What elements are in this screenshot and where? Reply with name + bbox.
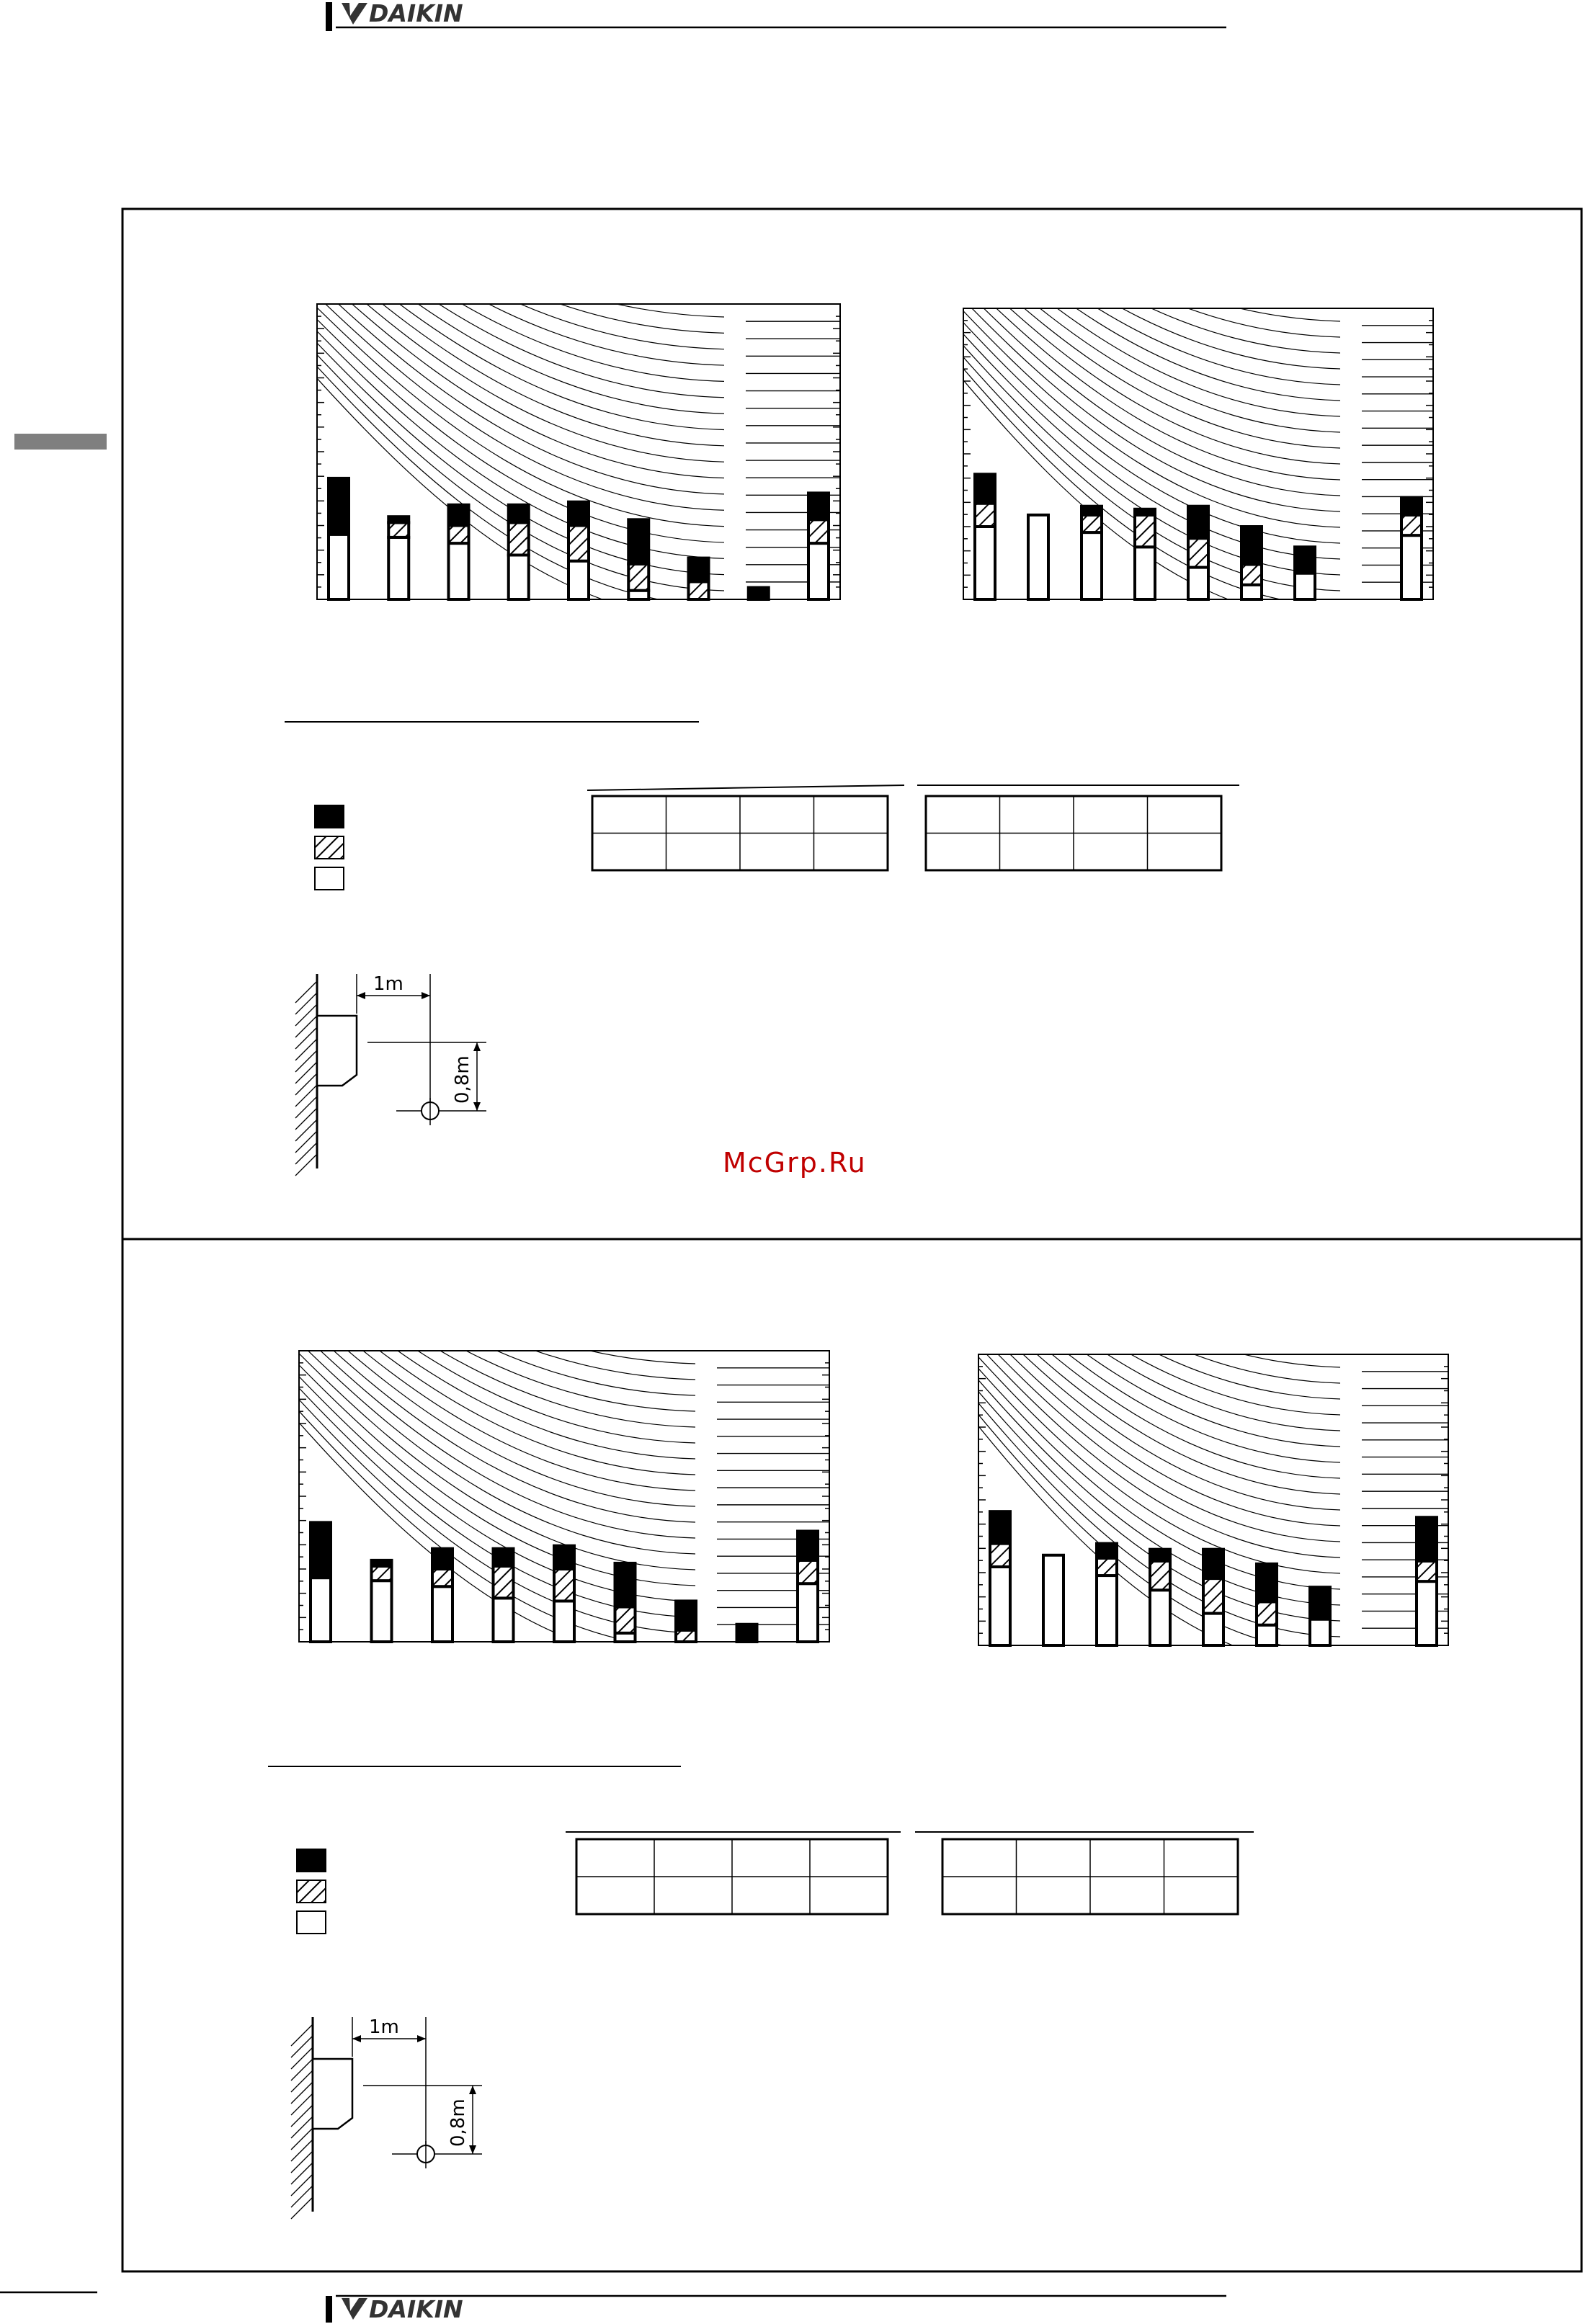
- noise-chart-top-left: [317, 155, 840, 623]
- bar-segment-solid: [808, 493, 829, 519]
- nc-curve: [963, 265, 1340, 464]
- nc-curve: [963, 207, 1340, 385]
- bar-segment-solid: [1295, 547, 1315, 573]
- bar-segment-open: [990, 1567, 1010, 1645]
- header-brand-text: DAIKIN: [369, 0, 463, 27]
- bar-segment-open: [1417, 1581, 1437, 1645]
- wall-hatch: [295, 1039, 317, 1060]
- wall-hatch: [291, 2105, 313, 2127]
- bar-segment-open: [1097, 1576, 1117, 1645]
- nc-curve: [299, 1319, 695, 1522]
- nc-curve: [978, 1219, 1340, 1383]
- wall-hatch: [295, 1131, 317, 1153]
- nc-curve: [299, 1354, 695, 1570]
- nc-curve: [963, 311, 1340, 527]
- legend: [297, 1849, 326, 1934]
- nc-curve: [963, 242, 1340, 432]
- nc-curve: [299, 1261, 695, 1443]
- bar-segment-open: [1082, 532, 1102, 599]
- bar-segment-solid: [494, 1549, 514, 1566]
- wall-hatch: [295, 1143, 317, 1164]
- bar-segment-hatched: [388, 522, 409, 537]
- watermark-text: McGrp.Ru: [723, 1147, 867, 1179]
- bar-segment-hatched: [975, 504, 995, 527]
- bar-segment-open: [432, 1586, 452, 1642]
- wall-hatch: [295, 1027, 317, 1049]
- nc-curve: [317, 166, 724, 334]
- nc-curve: [978, 1288, 1340, 1478]
- nc-curve: [963, 219, 1340, 401]
- bar-segment-hatched: [1241, 565, 1262, 585]
- nc-curve: [963, 277, 1340, 480]
- measurement-position-diagram: [295, 973, 486, 1176]
- wall-hatch: [295, 993, 317, 1014]
- nc-curve: [299, 1227, 695, 1395]
- nc-curve: [978, 1323, 1340, 1526]
- wall-hatch: [295, 1050, 317, 1072]
- wall-hatch: [291, 2093, 313, 2115]
- wall-hatch: [291, 2047, 313, 2069]
- wall-hatch: [291, 2151, 313, 2173]
- bar-segment-hatched: [798, 1560, 818, 1583]
- wall-hatch: [291, 2174, 313, 2196]
- daikin-logo: [342, 2295, 463, 2323]
- bar-segment-open: [494, 1598, 514, 1642]
- bar-segment-solid: [689, 558, 709, 582]
- bar-segment-open: [311, 1578, 331, 1642]
- nc-curve: [299, 1308, 695, 1506]
- bar-segment-solid: [432, 1549, 452, 1569]
- wall-hatch: [291, 2186, 313, 2207]
- bar-segment-open: [329, 535, 349, 599]
- noise-chart-bottom-right: [978, 1207, 1448, 1668]
- indoor-unit-icon: [313, 2059, 352, 2129]
- nc-curve: [978, 1253, 1340, 1431]
- bar-segment-open: [1203, 1614, 1223, 1645]
- nc-curve: [978, 1334, 1340, 1542]
- bar-segment-solid: [1401, 498, 1422, 515]
- bar-segment-hatched: [494, 1566, 514, 1598]
- nc-curve: [299, 1250, 695, 1427]
- nc-curve: [317, 261, 724, 462]
- bar-segment-solid: [1097, 1544, 1117, 1558]
- bar-segment-hatched: [1401, 515, 1422, 535]
- bar-segment-open: [1257, 1625, 1277, 1645]
- data-table-right: [926, 796, 1221, 870]
- noise-chart-top-right: [963, 161, 1433, 622]
- bar-segment-solid: [676, 1601, 696, 1630]
- daikin-logo: [342, 0, 463, 27]
- bar-segment-solid: [329, 478, 349, 535]
- wall-hatch: [291, 2128, 313, 2150]
- bar-segment-hatched: [676, 1630, 696, 1642]
- bar-segment-open: [1028, 515, 1048, 599]
- bar-segment-hatched: [1135, 515, 1155, 547]
- bar-segment-solid: [554, 1546, 574, 1569]
- wall-hatch: [291, 2024, 313, 2046]
- bar-segment-solid: [568, 502, 589, 526]
- nc-curve: [963, 288, 1340, 496]
- wall-hatch: [291, 2036, 313, 2057]
- bar-segment-solid: [1135, 509, 1155, 515]
- page-footer: [0, 2292, 1226, 2323]
- nc-curve: [317, 237, 724, 430]
- bar-segment-hatched: [372, 1566, 392, 1581]
- nc-curve: [978, 1230, 1340, 1399]
- bar-segment-solid: [1188, 506, 1208, 538]
- nc-curve: [978, 1265, 1340, 1447]
- measurement-position-diagram: [291, 2016, 482, 2219]
- wall-hatch: [291, 2197, 313, 2219]
- section-tab-marker: [14, 434, 107, 450]
- wall-hatch: [291, 2059, 313, 2081]
- legend-hatched-swatch-icon: [315, 836, 344, 859]
- vertical-distance-label: 0,8m: [452, 1055, 473, 1104]
- bar-segment-solid: [1241, 527, 1262, 565]
- bar-segment-solid: [1150, 1550, 1170, 1561]
- wall-hatch: [295, 1096, 317, 1118]
- bar-segment-solid: [509, 505, 529, 523]
- bar-segment-solid: [990, 1511, 1010, 1543]
- bar-segment-hatched: [1417, 1561, 1437, 1581]
- bar-segment-hatched: [1150, 1561, 1170, 1590]
- bar-segment-hatched: [1082, 515, 1102, 532]
- bar-segment-solid: [372, 1560, 392, 1566]
- nc-curve: [317, 155, 724, 318]
- bar-segment-open: [554, 1601, 574, 1642]
- bar-segment-solid: [1257, 1564, 1277, 1602]
- vertical-distance-label: 0,8m: [447, 2099, 469, 2147]
- horizontal-distance-label: 1m: [369, 2016, 399, 2038]
- legend-empty-swatch-icon: [315, 867, 344, 890]
- legend-hatched-swatch-icon: [297, 1880, 326, 1903]
- wall-hatch: [295, 1108, 317, 1130]
- wall-hatch: [291, 2140, 313, 2161]
- bar-segment-hatched: [449, 526, 469, 544]
- bar-segment-solid: [975, 474, 995, 503]
- nc-curve: [978, 1311, 1340, 1510]
- nc-curve: [317, 213, 724, 398]
- wall-hatch: [291, 2082, 313, 2104]
- bar-segment-hatched: [1097, 1558, 1117, 1576]
- indoor-unit-icon: [317, 1016, 357, 1086]
- wall-hatch: [295, 1119, 317, 1141]
- bar-segment-open: [388, 537, 409, 599]
- bar-segment-open: [1401, 535, 1422, 599]
- bar-segment-solid: [1203, 1550, 1223, 1578]
- data-table-left: [576, 1839, 888, 1914]
- bar-segment-solid: [388, 517, 409, 522]
- horizontal-distance-label: 1m: [373, 973, 403, 995]
- bar-segment-hatched: [689, 581, 709, 599]
- bar-segment-solid: [1417, 1517, 1437, 1561]
- bar-segment-hatched: [509, 522, 529, 555]
- wall-hatch: [291, 2117, 313, 2138]
- bar-segment-solid: [1082, 506, 1102, 515]
- bar-segment-solid: [798, 1531, 818, 1560]
- bar-segment-hatched: [1203, 1578, 1223, 1613]
- wall-hatch: [295, 1004, 317, 1026]
- bar-segment-open: [1188, 568, 1208, 599]
- bar-segment-open: [1150, 1590, 1170, 1645]
- nc-curve: [299, 1331, 695, 1538]
- wall-hatch: [291, 2163, 313, 2184]
- bar-segment-solid: [737, 1624, 757, 1639]
- wall-hatch: [295, 1073, 317, 1095]
- bar-segment-hatched: [554, 1569, 574, 1601]
- nc-curve: [963, 161, 1340, 321]
- bar-segment-open: [1310, 1619, 1330, 1645]
- wall-hatch: [295, 981, 317, 1003]
- bar-segment-solid: [311, 1522, 331, 1578]
- bar-segment-open: [1295, 573, 1315, 599]
- noise-chart-bottom-left: [299, 1204, 829, 1665]
- bar-segment-hatched: [990, 1544, 1010, 1567]
- bar-segment-solid: [1310, 1587, 1330, 1619]
- nc-curve: [317, 202, 724, 381]
- bar-segment-hatched: [1257, 1601, 1277, 1624]
- bar-segment-solid: [615, 1563, 636, 1607]
- data-table-left: [592, 796, 888, 870]
- nc-curve: [317, 284, 724, 493]
- wall-hatch: [295, 1154, 317, 1176]
- bar-segment-hatched: [1188, 538, 1208, 567]
- nc-curve: [299, 1204, 695, 1364]
- bar-segment-open: [1241, 585, 1262, 599]
- legend-empty-swatch-icon: [297, 1911, 326, 1934]
- bar-segment-hatched: [628, 564, 648, 591]
- bar-segment-solid: [749, 588, 769, 599]
- legend-solid-swatch-icon: [315, 805, 344, 828]
- bar-segment-solid: [449, 505, 469, 526]
- bar-segment-open: [449, 543, 469, 599]
- bar-segment-hatched: [432, 1569, 452, 1586]
- wall-hatch: [295, 1062, 317, 1083]
- nc-curve: [299, 1284, 695, 1475]
- wall-hatch: [295, 1085, 317, 1107]
- bar-segment-open: [1043, 1555, 1063, 1645]
- nc-curve: [317, 178, 724, 349]
- bar-segment-open: [568, 561, 589, 599]
- page-header: [326, 0, 1226, 31]
- legend-solid-swatch-icon: [297, 1849, 326, 1872]
- bar-segment-hatched: [568, 526, 589, 561]
- bar-segment-solid: [628, 519, 648, 564]
- nc-curve: [978, 1207, 1340, 1367]
- nc-curve: [317, 272, 724, 478]
- wall-hatch: [291, 2070, 313, 2092]
- wall-hatch: [295, 1016, 317, 1037]
- legend: [315, 805, 344, 890]
- data-table-right: [942, 1839, 1238, 1914]
- bar-segment-open: [372, 1581, 392, 1642]
- bar-segment-open: [509, 555, 529, 600]
- section-1: [285, 722, 1239, 1176]
- bar-segment-open: [1135, 547, 1155, 599]
- section-2: [268, 1766, 1254, 2219]
- footer-brand-text: DAIKIN: [369, 2295, 463, 2323]
- bar-segment-open: [808, 543, 829, 599]
- bar-segment-open: [798, 1583, 818, 1642]
- nc-curve: [963, 173, 1340, 337]
- bar-segment-hatched: [808, 519, 829, 543]
- bar-segment-hatched: [615, 1607, 636, 1633]
- bar-segment-open: [975, 527, 995, 599]
